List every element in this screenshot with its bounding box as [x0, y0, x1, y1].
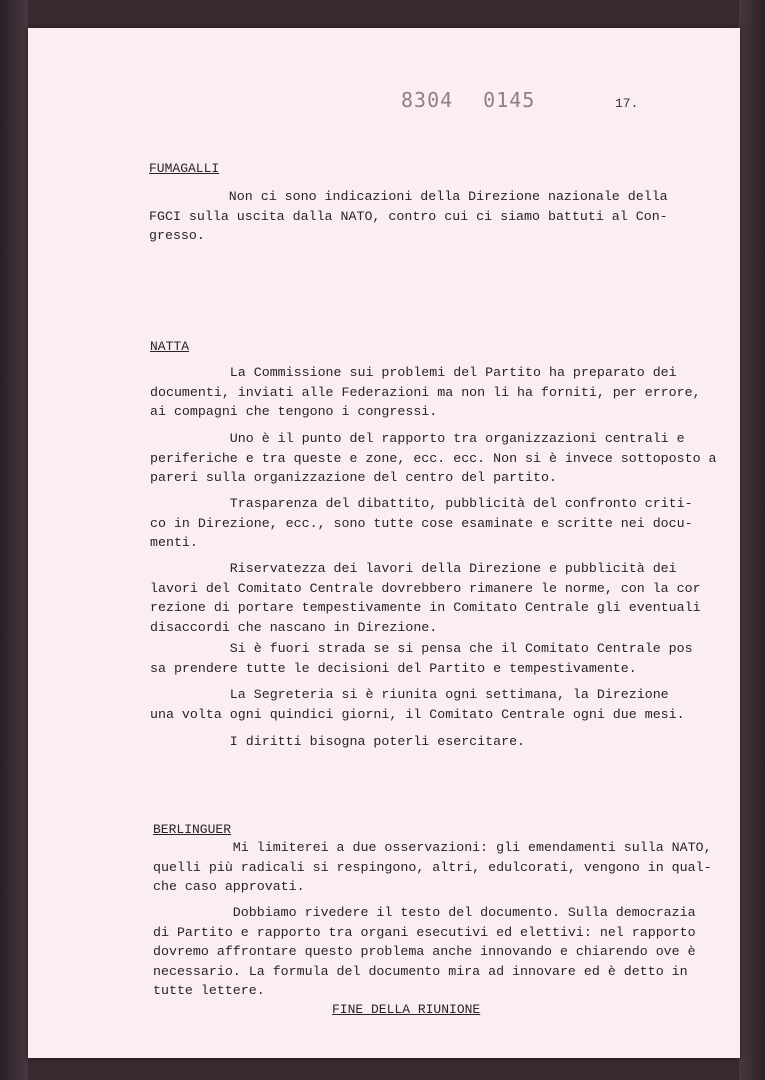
paragraph: I diritti bisogna poterli esercitare.	[150, 734, 526, 749]
paragraph: Mi limiterei a due osservazioni: gli emendamenti sulla NATO, quelli più radicali si respingono, altri, edulcorati, vengono in qual- che caso approvati.	[153, 840, 712, 895]
paragraph: Si è fuori strada se si pensa che il Comitato Centrale pos sa prendere tutte le decisioni del Partito e tempestivamente.	[150, 641, 693, 676]
archive-stamp	[401, 88, 535, 112]
speaker-fumagalli: FUMAGALLI	[149, 161, 220, 176]
speaker-berlinguer: BERLINGUER	[153, 822, 232, 837]
paragraph: Non ci sono indicazioni della Direzione nazionale della FGCI sulla uscita dalla NATO, contro cui ci siamo battuti al Con- gresso.	[149, 189, 668, 244]
paragraph: Trasparenza del dibattito, pubblicità del confronto criti- co in Direzione, ecc., sono tutte cose esaminate e scritte nei docu- menti.	[150, 496, 693, 551]
paragraph: La Segreteria si è riunita ogni settimana, la Direzione una volta ogni quindici giorni, il Comitato Centrale ogni due mesi.	[150, 687, 685, 722]
document-page	[28, 28, 740, 1058]
scanner-frame-left	[0, 0, 28, 1080]
stamp-number-right: 0145	[483, 88, 536, 112]
stamp-number-left: 8304	[401, 88, 454, 112]
speaker-natta: NATTA	[150, 339, 190, 354]
scanner-frame-right	[739, 0, 765, 1080]
page-number: 17.	[615, 96, 639, 111]
paragraph: Dobbiamo rivedere il testo del documento. Sulla democrazia di Partito e rapporto tra organi esecutivi ed elettivi: nel rapporto dovremo affrontare questo problema anche innovando e chiarendo ove è necessario. La formula del documento mira ad innovare ed è detto in tutte lettere.	[153, 905, 696, 999]
paragraph: Uno è il punto del rapporto tra organizzazioni centrali e periferiche e tra queste e zone, ecc. ecc. Non si è invece sottoposto a pareri sulla organizzazione del centro del partito.	[150, 431, 717, 486]
paragraph: Riservatezza dei lavori della Direzione e pubblicità dei lavori del Comitato Centrale dovrebbero rimanere le norme, con la cor rezione di portare tempestivamente in Comitato Centrale gli eventuali disaccordi che nascano in Direzione.	[150, 561, 701, 635]
paragraph: La Commissione sui problemi del Partito ha preparato dei documenti, inviati alle Federazioni ma non li ha forniti, per errore, ai compagni che tengono i congressi.	[150, 365, 701, 420]
document-footer: FINE DELLA RIUNIONE	[332, 1002, 481, 1017]
